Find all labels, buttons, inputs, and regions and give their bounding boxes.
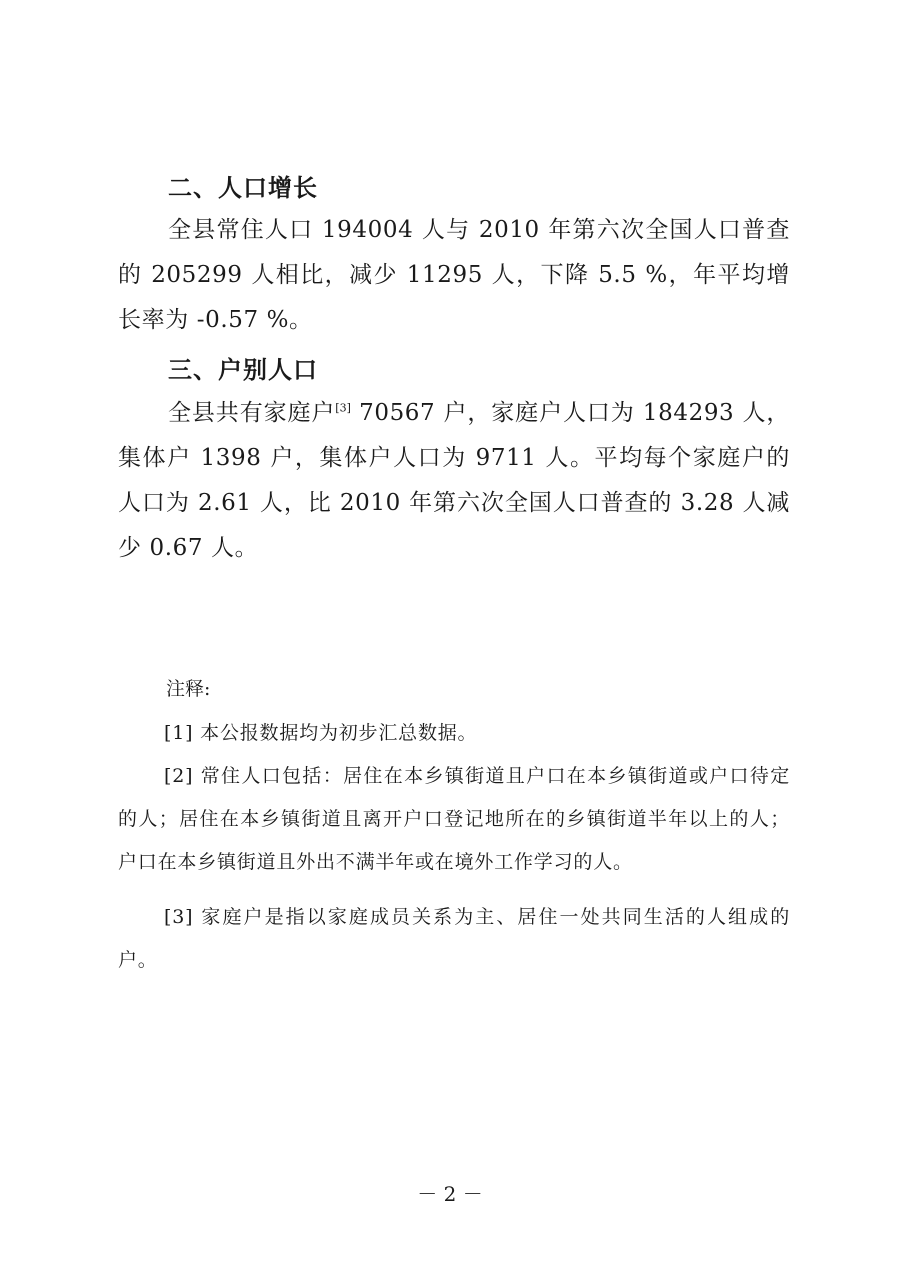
paragraph-household-start: 全县共有家庭户 bbox=[168, 400, 336, 426]
paragraph-household-rest: 70567 户，家庭户人口为 184293 人，集体户 1398 户，集体户人口为 9711 人。平均每个家庭户的人口为 2.61 人，比 2010 年第六次全国人口普查的 3.28 人减少 0.67 人。 bbox=[118, 400, 790, 561]
paragraph-household-population bbox=[118, 391, 790, 571]
note-item-1: [1] 本公报数据均为初步汇总数据。 bbox=[164, 722, 478, 744]
section-title-household-population: 三、户别人口 bbox=[168, 356, 318, 384]
notes-heading: 注释: bbox=[166, 678, 211, 700]
page-number: － 2 － bbox=[417, 1182, 483, 1206]
paragraph-population-growth: 全县常住人口 194004 人与 2010 年第六次全国人口普查的 205299 人相比，减少 11295 人，下降 5.5 %，年平均增长率为 -0.57 %。 bbox=[118, 217, 790, 333]
footnote-reference-3[interactable]: [3] bbox=[335, 401, 351, 415]
note-item-3: [3] 家庭户是指以家庭成员关系为主、居住一处共同生活的人组成的户。 bbox=[118, 906, 790, 971]
note-item-2: [2] 常住人口包括：居住在本乡镇街道且户口在本乡镇街道或户口待定的人；居住在本乡镇街道且离开户口登记地所在的乡镇街道半年以上的人；户口在本乡镇街道且外出不满半年或在境外工作学习的人。 bbox=[118, 765, 790, 873]
section-title-population-growth: 二、人口增长 bbox=[168, 174, 318, 202]
